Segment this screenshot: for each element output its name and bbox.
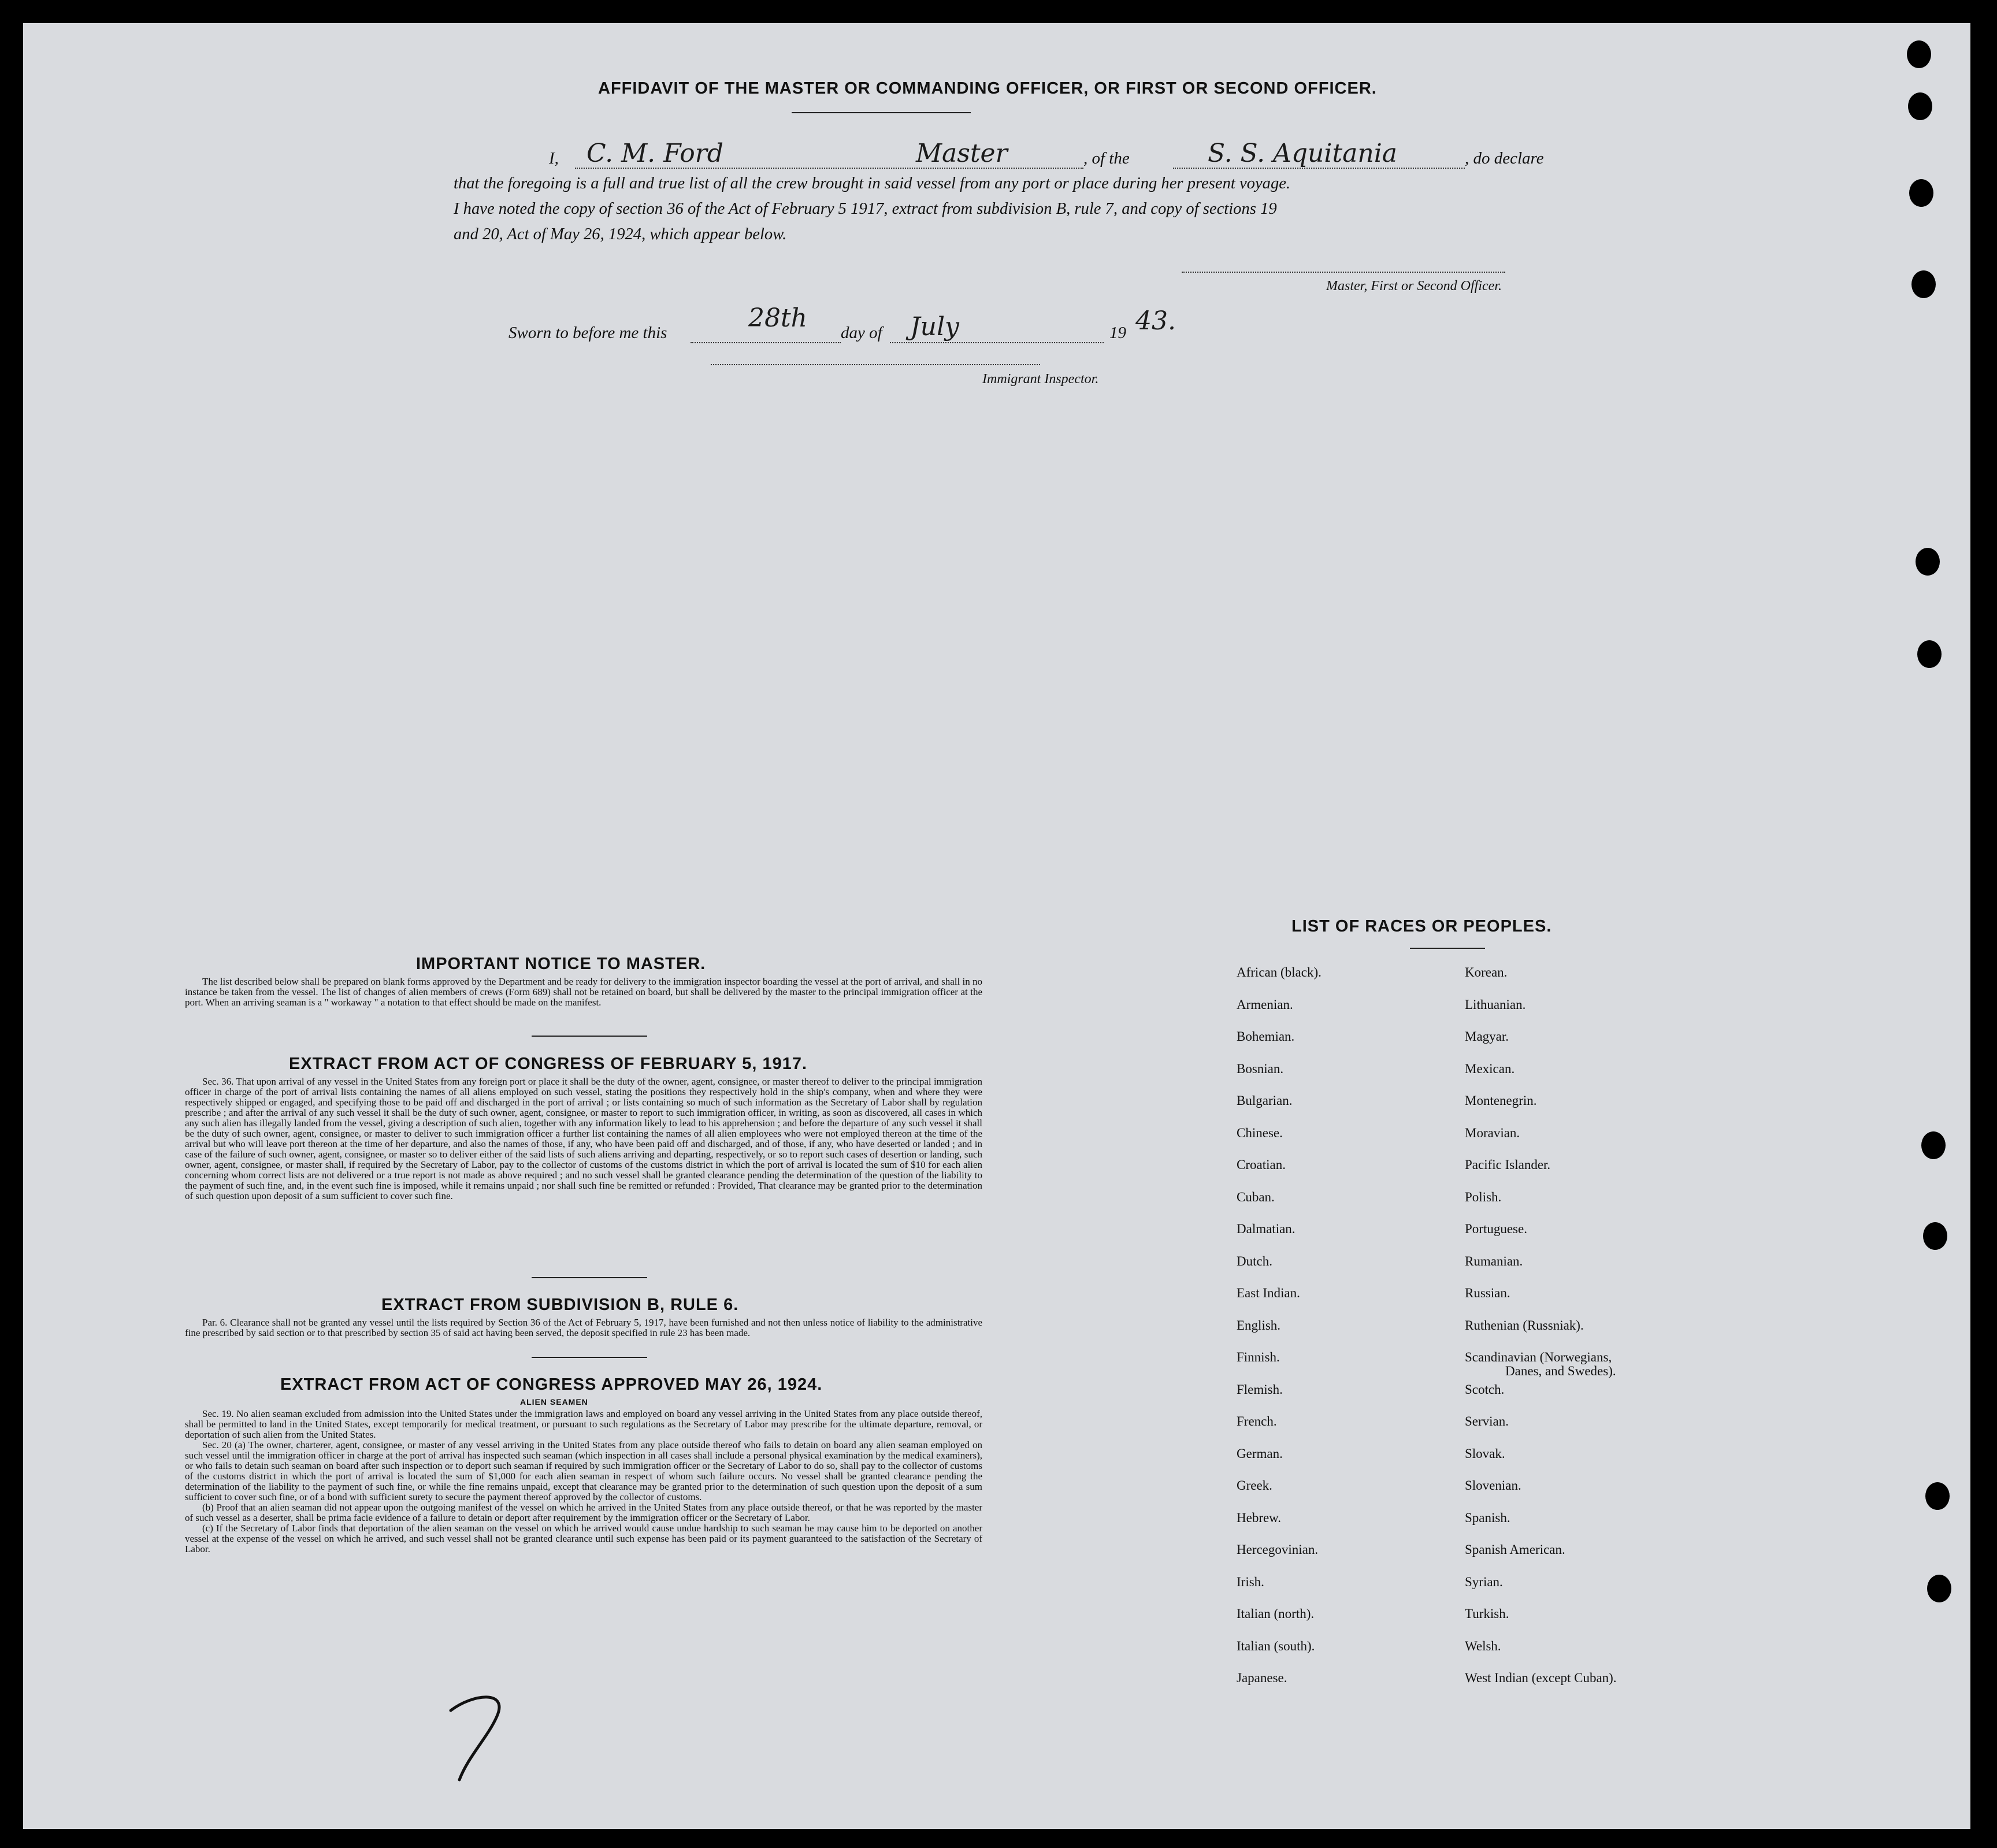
race-item: Polish. [1465, 1189, 1502, 1204]
punch-hole [1909, 179, 1933, 207]
notice-body [185, 977, 982, 1008]
race-item: African (black). [1237, 965, 1322, 979]
race-item: Bulgarian. [1237, 1093, 1293, 1108]
inspector-caption: Immigrant Inspector. [982, 372, 1099, 387]
race-item: Irish. [1237, 1574, 1264, 1589]
punch-hole [1911, 270, 1936, 298]
extract-1917-title: EXTRACT FROM ACT OF CONGRESS OF FEBRUARY 5, 1917. [289, 1055, 808, 1073]
race-item: Chinese. [1237, 1125, 1283, 1140]
extract-1924-title: EXTRACT FROM ACT OF CONGRESS APPROVED MAY 26, 1924. [280, 1375, 823, 1394]
divider [1410, 948, 1485, 949]
race-item: English. [1237, 1318, 1281, 1333]
race-item: Italian (south). [1237, 1638, 1315, 1653]
races-title: LIST OF RACES OR PEOPLES. [1291, 917, 1552, 936]
affidavit-line-3: I have noted the copy of section 36 of the Act of February 5 1917, extract from subdivision B, rule 7, and copy of sections 19 [454, 200, 1277, 218]
punch-hole [1927, 1575, 1951, 1602]
race-item: Moravian. [1465, 1125, 1520, 1140]
race-item: Dutch. [1237, 1253, 1272, 1268]
extract-1924-body [185, 1409, 982, 1554]
punch-hole [1921, 1131, 1946, 1159]
document-page [23, 23, 1970, 1829]
master-signature-line [1182, 272, 1505, 273]
ship-name-handwritten: S. S. Aquitania [1208, 139, 1398, 168]
race-item: Bosnian. [1237, 1061, 1284, 1076]
sec-20c-text: (c) If the Secretary of Labor finds that deportation of the alien seaman on the vessel on which he arrived would cause undue hardship to such seaman he may cause him to be deported on another vessel at the expense of the vessel on which he arrived, and such vessel shall not be granted clearance until such expense has been paid or its payment guaranteed to the satisfaction of the Secretary of Labor. [185, 1523, 982, 1554]
sec-20a-text: Sec. 20 (a) The owner, charterer, agent, consignee, or master of any vessel arriving in the United States from any place outside thereof who fails to detain on board any alien seaman employed on such vessel until the immigration officer in charge at the port of arrival has inspected such seaman (which inspection in all cases shall include a personal physical examination by the medical examiners), or who fails to detain such seaman on board after such inspection or to deport such seaman if required by such immigration officer or the Secretary of Labor to do so, shall pay to the collector of customs of the customs district in which the port of arrival is located the sum of $1,000 for each alien seaman in respect of whom such failure occurs. No vessel shall be granted clearance pending the determination of the liability to the payment of such fine, or while the fine remains unpaid, except that clearance may be granted prior to the determination of such question upon the deposit of a sum sufficient to cover such fine, or of a bond with sufficient surety to secure the payment thereof approved by the collector of customs. [185, 1439, 982, 1502]
divider [532, 1277, 647, 1278]
race-item: Armenian. [1237, 997, 1293, 1012]
divider [532, 1357, 647, 1358]
punch-hole [1923, 1222, 1947, 1250]
alien-seamen-subtitle: ALIEN SEAMEN [520, 1397, 588, 1407]
month-handwritten: July [910, 312, 959, 342]
race-item: Welsh. [1465, 1638, 1501, 1653]
day-fill-line [691, 342, 841, 343]
affidavit-line-2: that the foregoing is a full and true list of all the crew brought in said vessel from any port or place during her present voyage. [454, 175, 1291, 192]
of-the-label: , of the [1083, 149, 1130, 168]
race-item: Dalmatian. [1237, 1222, 1296, 1236]
punch-hole [1908, 92, 1932, 120]
pencil-mark [439, 1687, 520, 1786]
race-item: Magyar. [1465, 1029, 1509, 1044]
sec-36-text: Sec. 36. That upon arrival of any vessel in the United States from any foreign port or place it shall be the duty of the owner, agent, consignee, or master thereof to deliver to the principal immigration officer in charge of the port of arrival lists containing the names of all aliens employed on such vessel, stating the positions they respectively hold in the ship's company, when and where they were respectively shipped or engaged, and specifying those to be paid off and discharged in the port of arrival ; or lists containing so much of such information as the Secretary of Labor shall by regulation prescribe ; and after the arrival of any such vessel it shall be the duty of such owner, agent, consignee, or master to report to such immigration officer, in writing, as soon as discovered, all cases in which any such alien has illegally landed from the vessel, giving a description of such alien, together with any information likely to lead to his apprehension ; and before the departure of any such vessel it shall be the duty of such owner, agent, consignee, or master to deliver to such immigration officer a further list containing the names of all alien employees who were not employed thereon at the time of the arrival but who will leave port thereon at the time of her departure, and also the names of those, if any, who have been paid off and discharged, and of those, if any, who have deserted or landed ; and in case of the failure of such owner, agent, consignee, or master so to deliver either of the said lists of such aliens arriving and departing, respectively, or so to report such cases of desertion or landing, such owner, agent, consignee, or master shall, if required by the Secretary of Labor, pay to the collector of customs of the customs district in which the port of arrival is located the sum of $10 for each alien concerning whom correct lists are not delivered or a true report is not made as above required ; and no such vessel shall be granted clearance pending the determination of the question of the liability to the payment of such fine, and, in the event such fine is imposed, while it remains unpaid ; nor shall such fine be remitted or refunded : Provided, That clearance may be granted prior to the determination of such question upon deposit of a sum sufficient to cover such fine. [185, 1076, 982, 1201]
race-item: Turkish. [1465, 1606, 1509, 1621]
divider [792, 112, 971, 113]
race-item: East Indian. [1237, 1286, 1300, 1300]
sec-20b-text: (b) Proof that an alien seaman did not appear upon the outgoing manifest of the vessel on which he arrived in the United States from any place outside thereof, or that he was reported by the master of such vessel as a deserter, shall be prima facie evidence of a failure to detain or deport after requirement by the immigration officer or the Secretary of Labor. [185, 1502, 982, 1523]
race-item: Korean. [1465, 965, 1508, 979]
race-item: Scotch. [1465, 1382, 1505, 1397]
subdivision-b-body [185, 1318, 982, 1338]
race-item: Scandinavian (Norwegians, [1465, 1350, 1612, 1364]
sworn-label: Sworn to before me this [508, 324, 667, 342]
race-item: Mexican. [1465, 1061, 1515, 1076]
do-declare-label: , do declare [1465, 149, 1544, 168]
rank-handwritten: Master [916, 139, 1008, 168]
affidavit-line-4: and 20, Act of May 26, 1924, which appear below. [454, 225, 787, 243]
affidavit-title: AFFIDAVIT OF THE MASTER OR COMMANDING OFFICER, OR FIRST OR SECOND OFFICER. [598, 79, 1377, 98]
race-item: Croatian. [1237, 1157, 1286, 1172]
race-item: Ruthenian (Russniak). [1465, 1318, 1584, 1333]
notice-text: The list described below shall be prepared on blank forms approved by the Department and be ready for delivery to the immigration inspector boarding the vessel at the port of arrival, and shall in no instance be taken from the vessel. The list of changes of alien members of crews (Form 689) shall not be retained on board, but shall be delivered by the master to the principal immigration officer at the port. When an arriving seaman is a " workaway " a notation to that effect should be made on the manifest. [185, 976, 982, 1008]
race-item: Slovak. [1465, 1446, 1505, 1461]
race-item: Bohemian. [1237, 1029, 1295, 1044]
race-item: Syrian. [1465, 1574, 1503, 1589]
race-item: French. [1237, 1414, 1277, 1428]
month-fill-line [890, 342, 1104, 343]
master-name-handwritten: C. M. Ford [587, 139, 723, 168]
punch-hole [1907, 40, 1931, 68]
race-item: West Indian (except Cuban). [1465, 1671, 1617, 1685]
sec-19-text: Sec. 19. No alien seaman excluded from admission into the United States under the immigration laws and employed on board any vessel arriving in the United States from any place outside thereof, shall be permitted to land in the United States, except temporarily for medical treatment, or pursuant to such regulations as the Secretary of Labor may prescribe for the ultimate departure, removal, or deportation of such alien from the United States. [185, 1408, 982, 1440]
race-item: Lithuanian. [1465, 997, 1526, 1012]
race-item: Greek. [1237, 1478, 1272, 1493]
race-item: German. [1237, 1446, 1283, 1461]
day-of-label: day of [841, 324, 882, 342]
race-item-continuation: Danes, and Swedes). [1505, 1364, 1616, 1378]
race-item: Rumanian. [1465, 1253, 1523, 1268]
race-item: Japanese. [1237, 1671, 1287, 1685]
affidavit-i-label: I, [549, 149, 559, 168]
race-item: Finnish. [1237, 1350, 1280, 1364]
race-item: Montenegrin. [1465, 1093, 1537, 1108]
punch-hole [1925, 1482, 1950, 1510]
subdivision-b-title: EXTRACT FROM SUBDIVISION B, RULE 6. [381, 1296, 739, 1314]
race-item: Flemish. [1237, 1382, 1283, 1397]
race-item: Pacific Islander. [1465, 1157, 1551, 1172]
race-item: Italian (north). [1237, 1606, 1315, 1621]
signature-caption: Master, First or Second Officer. [1326, 279, 1502, 294]
race-item: Russian. [1465, 1286, 1510, 1300]
race-item: Cuban. [1237, 1189, 1275, 1204]
year-handwritten: 43. [1135, 306, 1176, 336]
race-item: Portuguese. [1465, 1222, 1527, 1236]
race-item: Hercegovinian. [1237, 1542, 1319, 1557]
race-item: Hebrew. [1237, 1510, 1282, 1525]
par-6-text: Par. 6. Clearance shall not be granted any vessel until the lists required by Section 36 of the Act of February 5, 1917, have been furnished and not then unless notice of liability to the administrative fine prescribed by said section or to that prescribed by section 35 of said act having been served, the deposit specified in rule 23 has been made. [185, 1317, 982, 1338]
race-item: Servian. [1465, 1414, 1509, 1428]
punch-hole [1917, 640, 1942, 668]
year-prefix: 19 [1109, 324, 1126, 342]
race-item: Slovenian. [1465, 1478, 1521, 1493]
inspector-signature-line [711, 364, 1040, 365]
divider [532, 1036, 647, 1037]
race-item: Spanish American. [1465, 1542, 1565, 1557]
extract-1917-body [185, 1077, 982, 1201]
day-handwritten: 28th [748, 303, 808, 333]
race-item: Spanish. [1465, 1510, 1510, 1525]
notice-title: IMPORTANT NOTICE TO MASTER. [416, 955, 706, 973]
punch-hole [1916, 548, 1940, 576]
